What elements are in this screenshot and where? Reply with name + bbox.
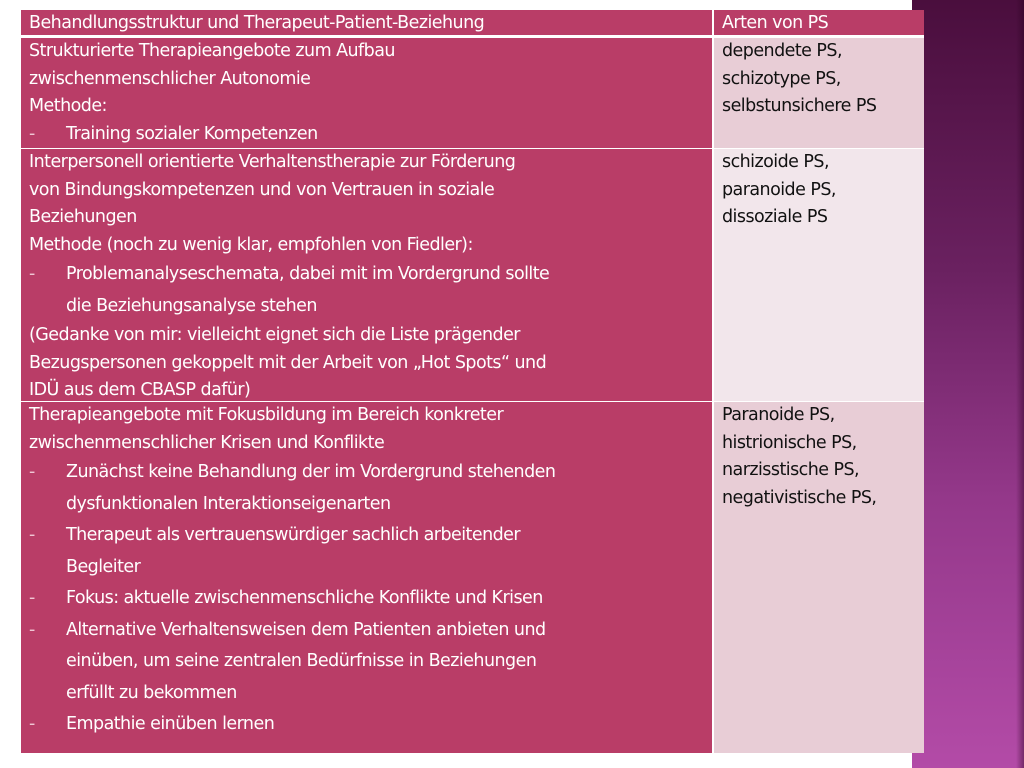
dash-bullet-icon: - [29,714,35,734]
note-line: (Gedanke von mir: vielleicht eignet sich die Liste prägender [29,325,520,345]
bullet-text: dysfunktionalen Interaktionseigenarten [66,493,391,514]
dash-bullet-icon: - [29,462,35,482]
dash-bullet-icon: - [29,264,35,284]
text-line: Methode: [29,96,107,116]
treatment-cell [21,402,712,753]
treatment-cell [21,149,712,401]
note-line: Bezugspersonen gekoppelt mit der Arbeit von „Hot Spots“ und [29,352,547,373]
ps-type: histrionische PS, [722,432,857,453]
text-line: Interpersonell orientierte Verhaltenstherapie zur Förderung [29,152,516,172]
note-line: IDÜ aus dem CBASP dafür) [29,380,251,400]
ps-type: paranoide PS, [722,179,836,200]
dash-bullet-icon: - [29,619,35,640]
ps-types-cell [714,402,924,753]
bullet-item [29,583,712,615]
header-label: Arten von PS [722,13,829,33]
header-cell-ps-types [714,10,924,35]
bullet-text: Begleiter [66,556,141,577]
text-line: Beziehungen [29,207,137,227]
ps-type: schizoide PS, [722,152,829,172]
bullet-text: einüben, um seine zentralen Bedürfnisse in Beziehungen [66,651,537,671]
text-line: zwischenmenschlicher Krisen und Konflikte [29,432,385,453]
ps-types-cell [714,149,924,401]
table-header-row [21,10,924,35]
ps-type: Paranoide PS, [722,405,835,425]
table-row [21,149,924,401]
text-line: Strukturierte Therapieangebote zum Aufbau [29,41,395,61]
text-line: von Bindungskompetenzen und von Vertrauen in soziale [29,179,495,200]
table-row [21,402,924,753]
bullet-text: Training sozialer Kompetenzen [66,123,318,144]
ps-type: narzisstische PS, [722,460,860,480]
bullet-text: Empathie einüben lernen [66,714,275,734]
text-line: Methode (noch zu wenig klar, empfohlen von Fiedler): [29,234,473,255]
bullet-item [29,520,712,583]
ps-treatment-table [21,10,924,753]
bullet-item [29,615,712,710]
ps-type: selbstunsichere PS [722,96,877,116]
bullet-text: Alternative Verhaltensweisen dem Patienten anbieten und [66,619,546,640]
ps-type: negativistische PS, [722,487,877,508]
text-line: zwischenmenschlicher Autonomie [29,68,311,89]
bullet-text: erfüllt zu bekommen [66,682,237,703]
dash-bullet-icon: - [29,525,35,545]
ps-type: dependete PS, [722,41,842,61]
table-row [21,38,924,148]
bullet-text: Zunächst keine Behandlung der im Vordergrund stehenden [66,462,556,482]
bullet-item [29,259,712,322]
bullet-text: die Beziehungsanalyse stehen [66,295,317,316]
decorative-side-strip [912,0,1024,768]
bullet-text: Fokus: aktuelle zwischenmenschliche Konflikte und Krisen [66,588,543,608]
ps-type: dissoziale PS [722,207,828,227]
bullet-item [29,457,712,520]
ps-type: schizotype PS, [722,68,841,89]
ps-types-cell [714,38,924,148]
bullet-text: Problemanalyseschemata, dabei mit im Vordergrund sollte [66,264,550,284]
dash-bullet-icon: - [29,588,35,608]
dash-bullet-icon: - [29,123,35,144]
bullet-item [29,709,712,741]
bullet-item [29,121,712,149]
header-cell-treatment-structure [21,10,712,35]
bullet-text: Therapeut als vertrauenswürdiger sachlich arbeitender [66,525,521,545]
text-line: Therapieangebote mit Fokusbildung im Bereich konkreter [29,405,504,425]
header-label: Behandlungsstruktur und Therapeut-Patient-Beziehung [29,13,485,33]
treatment-cell [21,38,712,148]
